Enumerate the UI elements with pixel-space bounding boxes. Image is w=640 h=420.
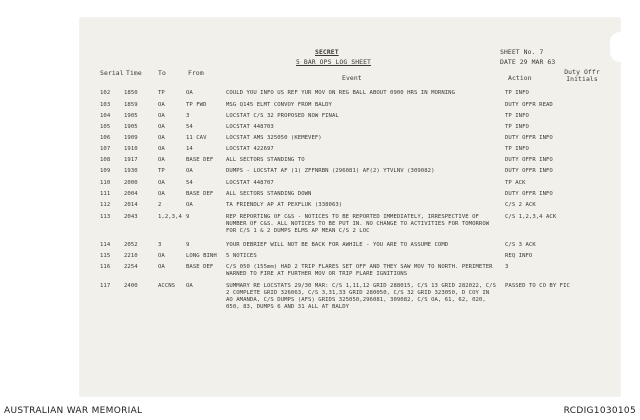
row-action: DUTY OFFR INFO xyxy=(505,157,553,163)
punch-hole xyxy=(610,32,626,62)
row-from: 11 CAV xyxy=(186,135,207,141)
table-row xyxy=(80,113,620,123)
row-time: 1910 xyxy=(124,146,138,152)
row-event: YOUR DEBRIEF WILL NOT BE BACK FOR AWHILE - YOU ARE TO ASSUME COMD xyxy=(226,242,449,248)
row-time: 2254 xyxy=(124,264,138,270)
table-row xyxy=(80,264,620,277)
row-event: LOCSTAT 448707 xyxy=(226,180,274,186)
row-from: 54 xyxy=(186,124,193,130)
row-action: TP ACK xyxy=(505,180,526,186)
row-from: OA xyxy=(186,168,193,174)
row-event: REP REPORTING OF C&S - NOTICES TO BE REPORTED IMMEDIATELY, IRRESPECTIVE OF NUMBER OF C&S. ALL NOTICES TO BE PUT IN. NO CHANGE TO ACTIVITIES FOR TOMORROW FOR C/S 1 & 2 DUMPS ELMS AP MEAN C/S 2 LOC xyxy=(226,214,490,234)
row-to: OA xyxy=(158,157,165,163)
row-time: 1859 xyxy=(124,102,138,108)
row-from: 54 xyxy=(186,180,193,186)
table-row xyxy=(80,90,620,100)
row-to: TP xyxy=(158,90,165,96)
table-row xyxy=(80,214,620,234)
row-from: 3 xyxy=(186,113,190,119)
row-from: OA xyxy=(186,283,193,289)
row-action: C/S 3 ACK xyxy=(505,242,536,248)
row-to: 2 xyxy=(158,202,162,208)
row-event: SUMMARY RE LOCSTATS 29/30 MAR: C/S 1,11,12 GRID 288015, C/S 13 GRID 282022, C/S 2 COMPLETE GRID 326063, C/S 3,31,33 GRID 280050, C/S 32 GRID 323050, D COY IN AO AMANDA, C/S DUMPS (AFS) GRIDS 325050,296081, 309082, C/S OA, 61, 62, 020, 050, 83, DUMPS 6 AND 31 ALL AT BALDY xyxy=(226,283,496,310)
row-to: OA xyxy=(158,253,165,259)
row-event: 5 NOTICES xyxy=(226,253,257,259)
table-row xyxy=(80,283,620,310)
row-to: OA xyxy=(158,146,165,152)
archive-credit: AUSTRALIAN WAR MEMORIAL xyxy=(4,406,143,416)
row-to: ACCNS xyxy=(158,283,176,289)
row-action: DUTY OFFR INFO xyxy=(505,135,553,141)
row-serial: 104 xyxy=(100,113,111,119)
row-serial: 112 xyxy=(100,202,111,208)
table-row xyxy=(80,146,620,156)
row-from: OA xyxy=(186,202,193,208)
row-action: C/S 1,2,3,4 ACK xyxy=(505,214,557,220)
row-from: 9 xyxy=(186,242,190,248)
table-row xyxy=(80,168,620,178)
row-time: 1917 xyxy=(124,157,138,163)
row-from: BASE DEF xyxy=(186,157,214,163)
col-duty-offr: Duty Offr Initials xyxy=(564,68,600,83)
row-to: 1,2,3,4 xyxy=(158,214,182,220)
row-event: LOCSTAT C/S 32 PROPOSED NOW FINAL xyxy=(226,113,339,119)
col-to: To xyxy=(158,69,166,77)
row-action: TP INFO xyxy=(505,124,529,130)
row-to: OA xyxy=(158,191,165,197)
row-time: 2004 xyxy=(124,191,138,197)
row-to: OA xyxy=(158,135,165,141)
row-event: LOCSTAT 422697 xyxy=(226,146,274,152)
row-from: BASE DEF xyxy=(186,191,214,197)
row-time: 1905 xyxy=(124,113,138,119)
table-row xyxy=(80,253,620,263)
col-from: From xyxy=(188,69,204,77)
table-row xyxy=(80,157,620,167)
row-action: PASSED TO CO BY FIC xyxy=(505,283,570,289)
table-row xyxy=(80,102,620,112)
row-time: 1905 xyxy=(124,124,138,130)
table-row xyxy=(80,202,620,212)
row-from: OA xyxy=(186,90,193,96)
table-row xyxy=(80,242,620,252)
row-from: 9 xyxy=(186,214,190,220)
row-time: 2400 xyxy=(124,283,138,289)
row-to: OA xyxy=(158,180,165,186)
archive-reference: RCDIG1030105 xyxy=(563,406,636,416)
row-event: LOCSTAT 448703 xyxy=(226,124,274,130)
row-event: MSG Q145 ELMT CONVOY FROM BALDY xyxy=(226,102,332,108)
row-event: ALL SECTORS STANDING DOWN xyxy=(226,191,312,197)
row-action: TP INFO xyxy=(505,90,529,96)
row-action: C/S 2 ACK xyxy=(505,202,536,208)
row-action: TP INFO xyxy=(505,146,529,152)
row-to: 3 xyxy=(158,242,162,248)
row-to: OA xyxy=(158,264,165,270)
row-from: TP FWD xyxy=(186,102,207,108)
sheet-number: SHEET No. 7 xyxy=(500,48,544,56)
row-event: TA FRIENDLY AP AT PEXFLUK (338063) xyxy=(226,202,343,208)
row-serial: 107 xyxy=(100,146,111,152)
row-time: 2052 xyxy=(124,242,138,248)
row-serial: 111 xyxy=(100,191,111,197)
log-sheet xyxy=(80,18,620,396)
col-time: Time xyxy=(126,69,142,77)
row-serial: 103 xyxy=(100,102,111,108)
row-serial: 113 xyxy=(100,214,111,220)
row-action: DUTY OFFR READ xyxy=(505,102,553,108)
row-time: 2014 xyxy=(124,202,138,208)
row-event: ALL SECTORS STANDING TO xyxy=(226,157,305,163)
document-classification: SECRET xyxy=(315,48,339,56)
row-serial: 105 xyxy=(100,124,111,130)
row-serial: 117 xyxy=(100,283,111,289)
row-to: OA xyxy=(158,113,165,119)
row-serial: 116 xyxy=(100,264,111,270)
row-action: TP INFO xyxy=(505,113,529,119)
row-serial: 106 xyxy=(100,135,111,141)
row-to: OA xyxy=(158,124,165,130)
row-time: 1850 xyxy=(124,90,138,96)
row-serial: 110 xyxy=(100,180,111,186)
row-event: DUMPS - LOCSTAT AF (1) ZFFNRBN (296081) AF(2) YTVLNV (309082) xyxy=(226,168,435,174)
row-event: C/S 050 (155mm) HAD 2 TRIP FLARES SET OFF AND THEY SAW MOV TO NORTH. PERIMETER WARNED TO FIRE AT FURTHER MOV OR TRIP FLARE IGNITIONS xyxy=(226,264,493,277)
col-event: Event xyxy=(342,74,362,82)
row-time: 1909 xyxy=(124,135,138,141)
row-time: 2043 xyxy=(124,214,138,220)
row-serial: 109 xyxy=(100,168,111,174)
document-title: 5 BAR OPS LOG SHEET xyxy=(296,58,372,66)
row-time: 1930 xyxy=(124,168,138,174)
table-row xyxy=(80,124,620,134)
row-action: REQ INFO xyxy=(505,253,533,259)
row-serial: 115 xyxy=(100,253,111,259)
table-row xyxy=(80,180,620,190)
row-from: LONG BINH xyxy=(186,253,217,259)
row-to: OA xyxy=(158,102,165,108)
row-event: LOCSTAT AMS 325050 (KEMEVEF) xyxy=(226,135,322,141)
sheet-date: DATE 29 MAR 63 xyxy=(500,58,556,66)
col-action: Action xyxy=(508,74,532,82)
row-from: BASE DEF xyxy=(186,264,214,270)
table-row xyxy=(80,191,620,201)
row-time: 2000 xyxy=(124,180,138,186)
table-row xyxy=(80,135,620,145)
row-to: TP xyxy=(158,168,165,174)
row-serial: 114 xyxy=(100,242,111,248)
row-serial: 102 xyxy=(100,90,111,96)
row-serial: 108 xyxy=(100,157,111,163)
row-from: 14 xyxy=(186,146,193,152)
row-action: DUTY OFFR INFO xyxy=(505,168,553,174)
row-time: 2210 xyxy=(124,253,138,259)
row-action: 3 xyxy=(505,264,509,270)
row-event: COULD YOU INFO US REF YUR MOV ON REG BALL ABOUT 0900 HRS IN MORNING xyxy=(226,90,455,96)
row-action: DUTY OFFR INFO xyxy=(505,191,553,197)
col-serial: Serial xyxy=(100,69,124,77)
